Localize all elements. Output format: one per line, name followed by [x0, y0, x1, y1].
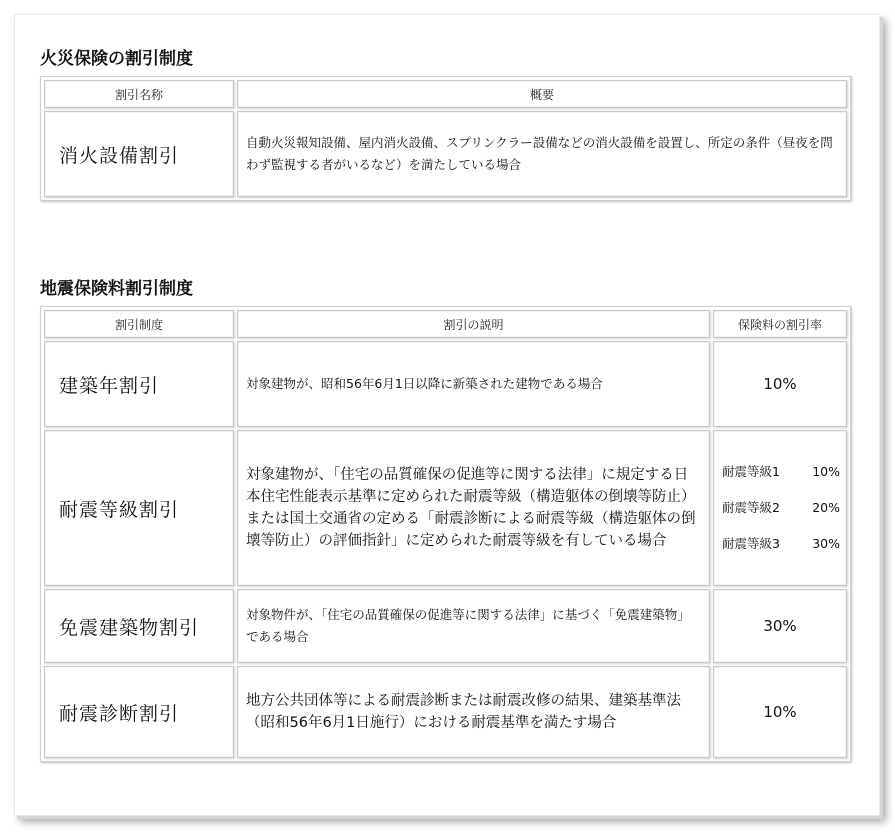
discount-name: 耐震等級割引 — [44, 430, 234, 586]
fire-section-title: 火災保険の割引制度 — [40, 49, 193, 69]
header-overview: 概要 — [237, 80, 847, 108]
header-description: 割引の説明 — [237, 310, 710, 338]
discount-name: 耐震診断割引 — [44, 666, 234, 758]
grade-rate: 30% — [812, 536, 840, 551]
quake-section-title: 地震保険料割引制度 — [40, 279, 193, 299]
table-row — [44, 589, 847, 663]
header-discount-rate: 保険料の割引率 — [713, 310, 847, 338]
discount-description: 地方公共団体等による耐震診断または耐震改修の結果、建築基準法（昭和56年6月1日施行）における耐震基準を満たす場合 — [237, 666, 710, 758]
table-row — [44, 341, 847, 427]
table-header-row — [44, 80, 847, 108]
header-discount-name: 割引名称 — [44, 80, 234, 108]
discount-rate: 10% — [713, 341, 847, 427]
table-row — [44, 430, 847, 586]
table-row — [44, 666, 847, 758]
header-discount-system: 割引制度 — [44, 310, 234, 338]
discount-description: 自動火災報知設備、屋内消火設備、スプリンクラー設備などの消火設備を設置し、所定の条件（昼夜を問わず監視する者がいるなど）を満たしている場合 — [237, 111, 847, 197]
grade-label: 耐震等級1 — [722, 464, 780, 479]
discount-description: 対象物件が、「住宅の品質確保の促進等に関する法律」に基づく「免震建築物」である場合 — [237, 589, 710, 663]
quake-discount-table — [40, 306, 851, 762]
discount-description: 対象建物が、昭和56年6月1日以降に新築された建物である場合 — [237, 341, 710, 427]
discount-name: 免震建築物割引 — [44, 589, 234, 663]
rate-list-item — [722, 526, 840, 562]
discount-rate: 30% — [713, 589, 847, 663]
rate-list-item — [722, 454, 840, 490]
rate-list-item — [722, 490, 840, 526]
grade-label: 耐震等級2 — [722, 500, 780, 515]
fire-discount-table — [40, 76, 851, 201]
discount-rate: 10% — [713, 666, 847, 758]
grade-rate: 10% — [812, 464, 840, 479]
seismic-grade-rate-list — [713, 430, 847, 586]
table-header-row — [44, 310, 847, 338]
grade-rate: 20% — [812, 500, 840, 515]
table-row — [44, 111, 847, 197]
discount-description: 対象建物が、「住宅の品質確保の促進等に関する法律」に規定する日本住宅性能表示基準に定められた耐震等級（構造躯体の倒壊等防止）または国土交通省の定める「耐震診断による耐震等級（構造躯体の倒壊等防止）の評価指針」に定められた耐震等級を有している場合 — [237, 430, 710, 586]
discount-name: 建築年割引 — [44, 341, 234, 427]
grade-label: 耐震等級3 — [722, 536, 780, 551]
discount-name: 消火設備割引 — [44, 111, 234, 197]
